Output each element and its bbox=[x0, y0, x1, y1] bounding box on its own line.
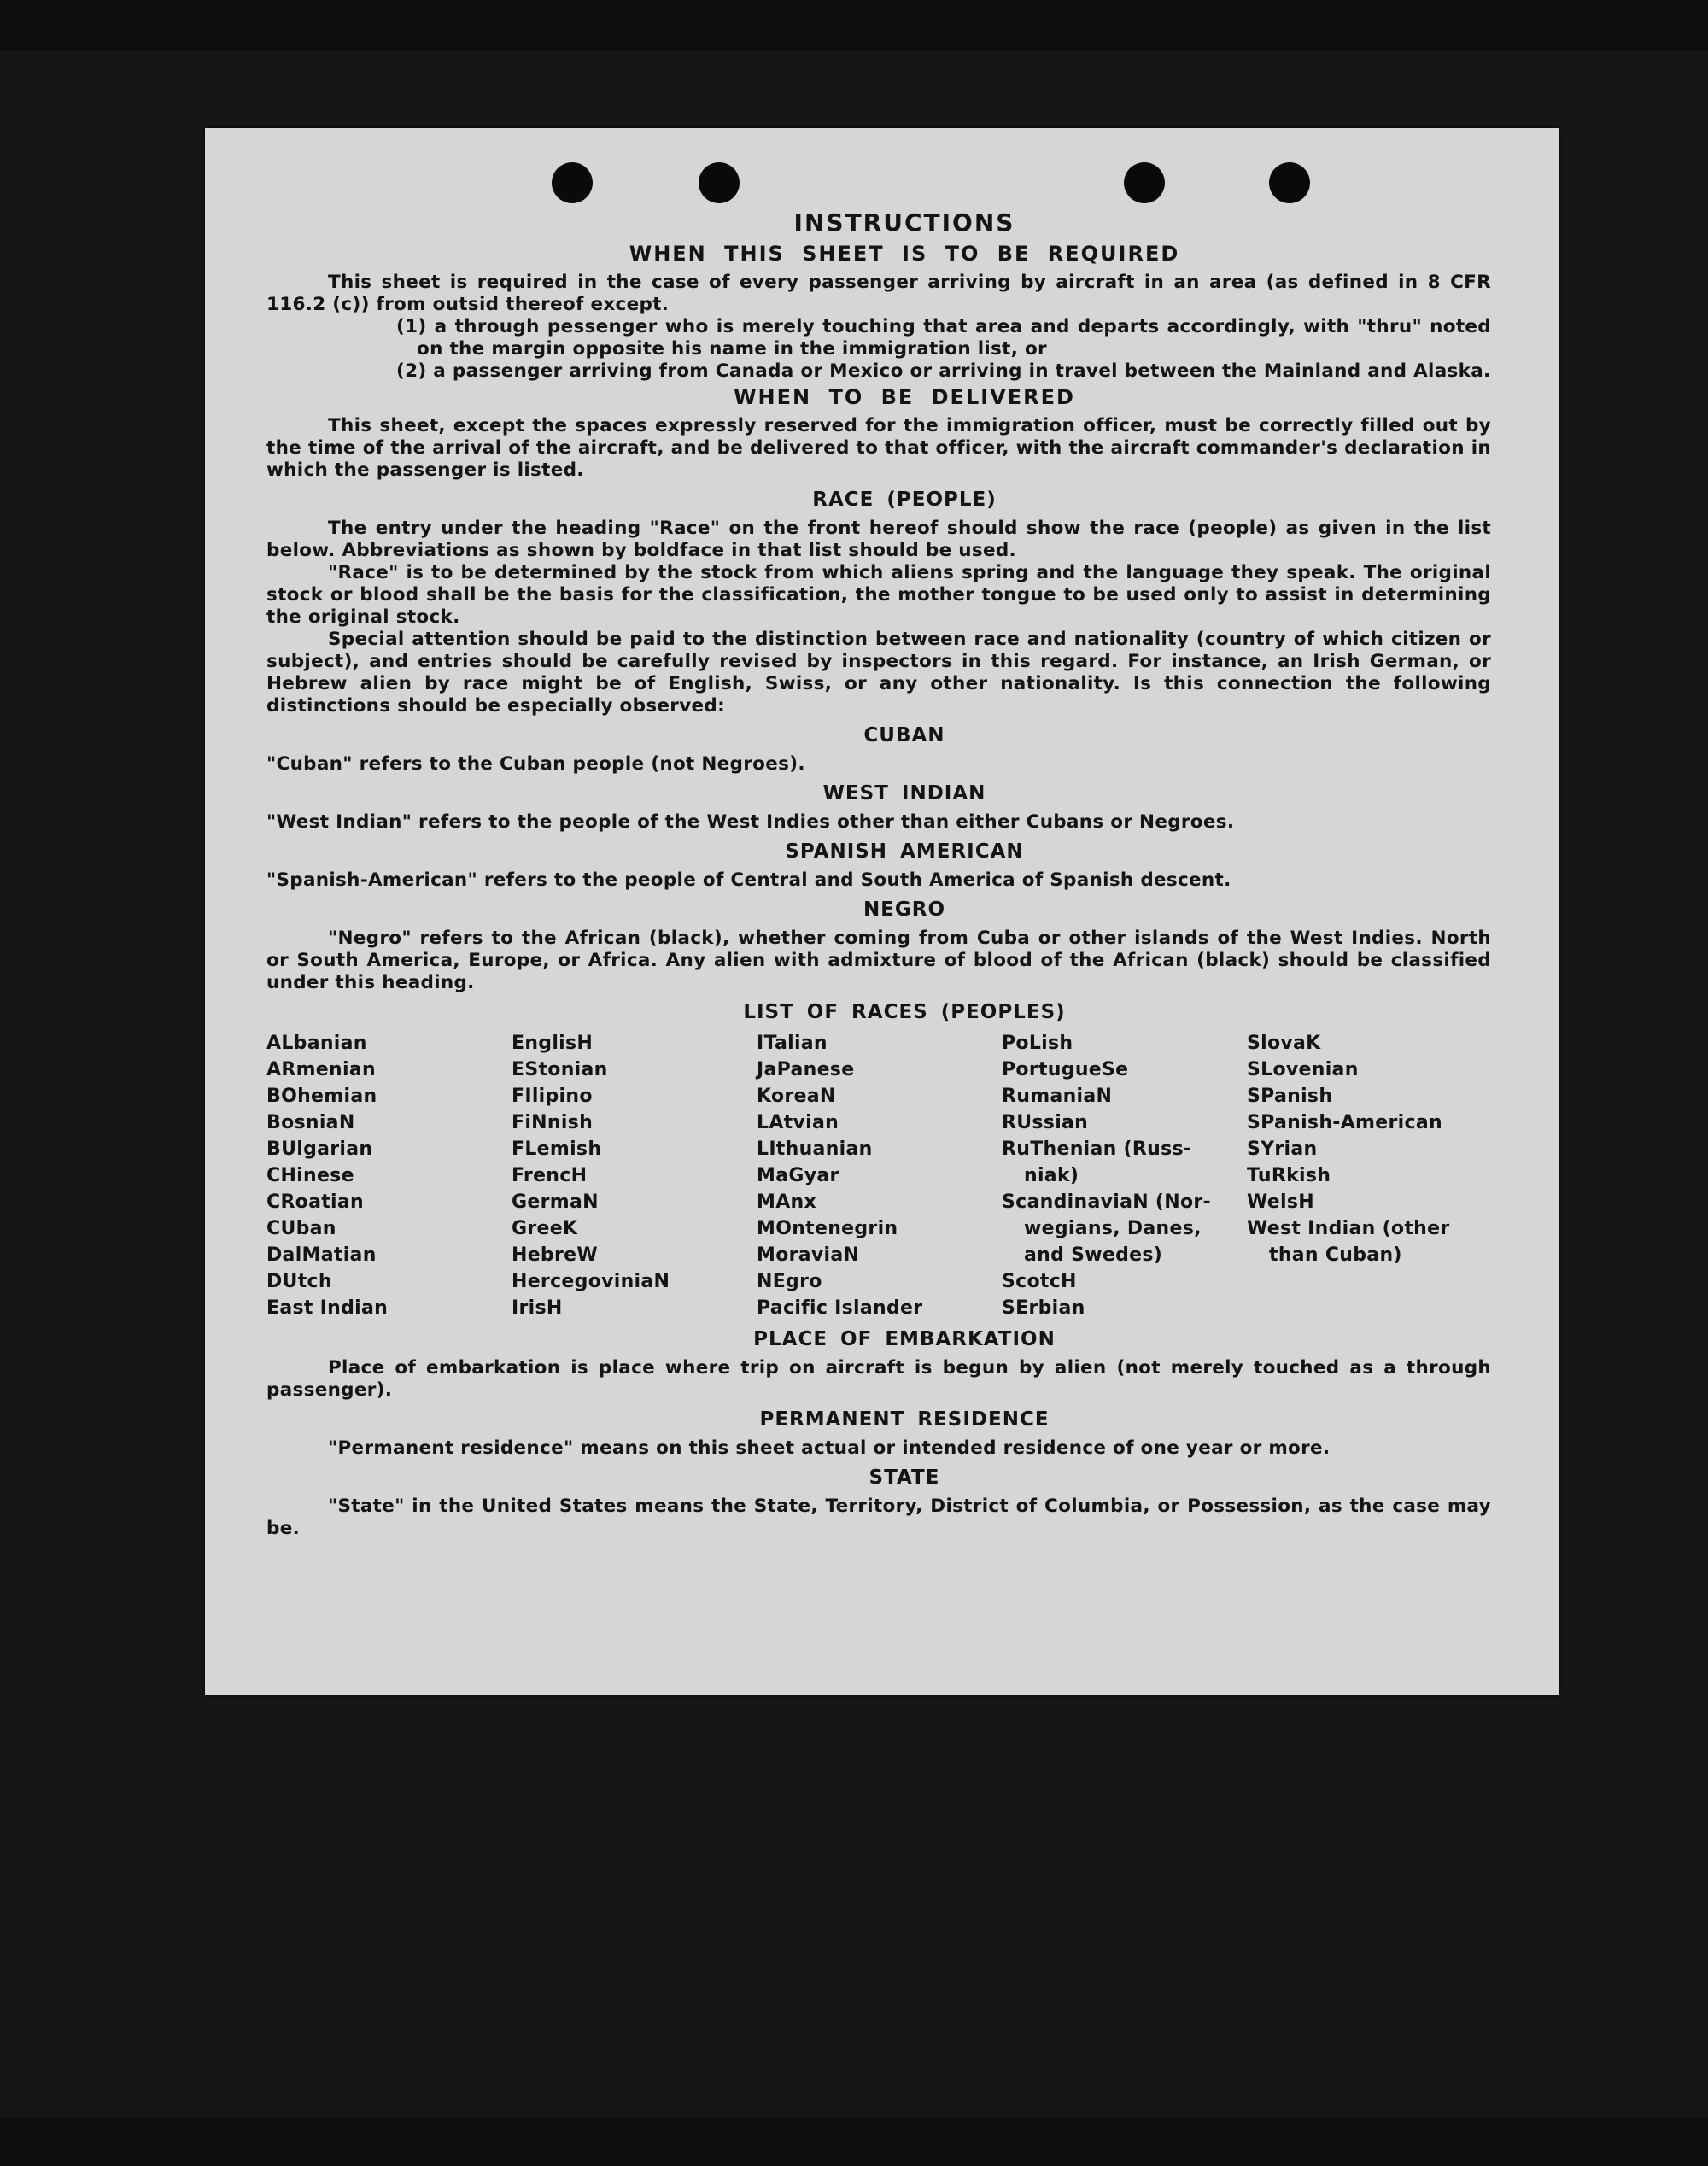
race-item: ScotcH bbox=[1002, 1271, 1077, 1292]
required-intro: This sheet is required in the case of every passenger arriving by aircraft in an area (as defined in 8 CFR 116.2 (c)) from outsid thereof except. bbox=[266, 272, 1491, 315]
race-item: SErbian bbox=[1002, 1297, 1085, 1319]
heading-list-of-races: LIST OF RACES (PEOPLES) bbox=[743, 1001, 1066, 1023]
race-column-5 bbox=[1247, 1030, 1491, 1321]
race-item: SLovenian bbox=[1247, 1059, 1359, 1080]
required-exception-2: (2) a passenger arriving from Canada or Mexico or arriving in travel between the Mainland and Alaska. bbox=[396, 360, 1491, 382]
punch-hole-2 bbox=[699, 162, 740, 203]
race-item: TuRkish bbox=[1247, 1165, 1331, 1186]
race-item: IrisH bbox=[512, 1297, 563, 1319]
race-item: PortugueSe bbox=[1002, 1059, 1129, 1080]
race-item: MAnx bbox=[757, 1191, 816, 1213]
race-paragraph-2: "Race" is to be determined by the stock from which aliens spring and the language they speak. The original stock or blood shall be the basis for the classification, the mother tongue to be used only to assist in determining the original stock. bbox=[266, 562, 1491, 628]
race-item: FrencH bbox=[512, 1165, 588, 1186]
race-item: CUban bbox=[266, 1218, 336, 1239]
race-list bbox=[266, 1030, 1491, 1321]
race-item: WelsH bbox=[1247, 1191, 1314, 1213]
race-item: MOntenegrin bbox=[757, 1218, 898, 1239]
race-column-4 bbox=[1002, 1030, 1247, 1321]
heading-place-of-embarkation: PLACE OF EMBARKATION bbox=[753, 1328, 1056, 1350]
race-column-1 bbox=[266, 1030, 512, 1321]
race-item: DUtch bbox=[266, 1271, 332, 1292]
spanish-american-text: "Spanish-American" refers to the people of Central and South America of Spanish descent. bbox=[266, 869, 1231, 891]
race-item: SPanish-American bbox=[1247, 1112, 1442, 1133]
race-item: LIthuanian bbox=[757, 1139, 873, 1160]
race-item: niak) bbox=[1024, 1165, 1079, 1186]
race-item: ITalian bbox=[757, 1033, 828, 1054]
race-item: FiNnish bbox=[512, 1112, 594, 1133]
race-item: RUssian bbox=[1002, 1112, 1089, 1133]
heading-negro: NEGRO bbox=[863, 899, 946, 921]
race-item: West Indian (other bbox=[1247, 1218, 1450, 1239]
heading-when-delivered: WHEN TO BE DELIVERED bbox=[734, 385, 1075, 409]
race-item: SPanish bbox=[1247, 1086, 1333, 1107]
race-item: EStonian bbox=[512, 1059, 608, 1080]
race-item: MoraviaN bbox=[757, 1244, 860, 1266]
race-paragraph-3: Special attention should be paid to the distinction between race and nationality (country of which citizen or subject), and entries should be carefully revised by inspectors in this regard. For instance, an Irish German, or Hebrew alien by race might be of English, Swiss, or any other nationality. Is this connection the following distinctions should be especially observed: bbox=[266, 629, 1491, 717]
instructions-content bbox=[266, 208, 1491, 1540]
cuban-text: "Cuban" refers to the Cuban people (not Negroes). bbox=[266, 753, 805, 775]
race-item: GreeK bbox=[512, 1218, 578, 1239]
race-item: LAtvian bbox=[757, 1112, 839, 1133]
race-item: SlovaK bbox=[1247, 1033, 1321, 1054]
race-item: CHinese bbox=[266, 1165, 354, 1186]
embarkation-text: Place of embarkation is place where trip on aircraft is begun by alien (not merely touched as a through passenger). bbox=[266, 1357, 1491, 1401]
race-item: FIlipino bbox=[512, 1086, 593, 1107]
heading-state: STATE bbox=[869, 1466, 940, 1489]
heading-permanent-residence: PERMANENT RESIDENCE bbox=[759, 1408, 1050, 1431]
race-item: NEgro bbox=[757, 1271, 822, 1292]
punch-hole-1 bbox=[552, 162, 593, 203]
west-indian-text: "West Indian" refers to the people of the West Indies other than either Cubans or Negroes. bbox=[266, 811, 1235, 833]
race-item: EnglisH bbox=[512, 1033, 594, 1054]
residence-text: "Permanent residence" means on this sheet actual or intended residence of one year or more. bbox=[328, 1437, 1331, 1459]
race-item: BUlgarian bbox=[266, 1139, 373, 1160]
race-item: ARmenian bbox=[266, 1059, 376, 1080]
race-column-2 bbox=[512, 1030, 757, 1321]
race-item: wegians, Danes, bbox=[1024, 1218, 1202, 1239]
race-item: KoreaN bbox=[757, 1086, 836, 1107]
race-item: HebreW bbox=[512, 1244, 598, 1266]
race-item: CRoatian bbox=[266, 1191, 365, 1213]
race-item: East Indian bbox=[266, 1297, 389, 1319]
scan-border-top bbox=[0, 0, 1708, 51]
heading-cuban: CUBAN bbox=[863, 724, 945, 746]
negro-text: "Negro" refers to the African (black), whether coming from Cuba or other islands of the West Indies. North or South America, Europe, or Africa. Any alien with admixture of blood of the African (black) should be classified under this heading. bbox=[266, 928, 1491, 993]
race-item: RuThenian (Russ- bbox=[1002, 1139, 1192, 1160]
state-text: "State" in the United States means the State, Territory, District of Columbia, or Possession, as the case may be. bbox=[266, 1496, 1491, 1539]
race-item: Pacific Islander bbox=[757, 1297, 923, 1319]
race-item: JaPanese bbox=[757, 1059, 855, 1080]
page-title: INSTRUCTIONS bbox=[793, 208, 1015, 237]
race-item: RumaniaN bbox=[1002, 1086, 1113, 1107]
punch-hole-4 bbox=[1269, 162, 1310, 203]
scan-border-bottom bbox=[0, 2118, 1708, 2166]
punch-hole-3 bbox=[1124, 162, 1165, 203]
race-paragraph-1: The entry under the heading "Race" on the front hereof should show the race (people) as given in the list below. Abbreviations as shown by boldface in that list should be used. bbox=[266, 518, 1491, 561]
required-exception-1: (1) a through pessenger who is merely touching that area and departs accordingly, with "thru" noted on the margin opposite his name in the immigration list, or bbox=[396, 316, 1491, 360]
heading-when-required: WHEN THIS SHEET IS TO BE REQUIRED bbox=[629, 242, 1180, 266]
delivered-text: This sheet, except the spaces expressly reserved for the immigration officer, must be correctly filled out by the time of the arrival of the aircraft, and be delivered to that officer, with the aircraft commander's declaration in which the passenger is listed. bbox=[266, 415, 1491, 481]
race-column-3 bbox=[757, 1030, 1002, 1321]
race-item: ScandinaviaN (Nor- bbox=[1002, 1191, 1211, 1213]
heading-west-indian: WEST INDIAN bbox=[822, 782, 986, 805]
race-item: FLemish bbox=[512, 1139, 602, 1160]
heading-spanish-american: SPANISH AMERICAN bbox=[785, 840, 1024, 863]
heading-race: RACE (PEOPLE) bbox=[812, 489, 997, 511]
race-item: DalMatian bbox=[266, 1244, 377, 1266]
race-item: MaGyar bbox=[757, 1165, 839, 1186]
race-item: than Cuban) bbox=[1269, 1244, 1402, 1266]
race-item: GermaN bbox=[512, 1191, 599, 1213]
race-item: BOhemian bbox=[266, 1086, 377, 1107]
race-item: HercegoviniaN bbox=[512, 1271, 670, 1292]
race-item: SYrian bbox=[1247, 1139, 1318, 1160]
race-item: PoLish bbox=[1002, 1033, 1073, 1054]
race-item: BosniaN bbox=[266, 1112, 355, 1133]
race-item: and Swedes) bbox=[1024, 1244, 1163, 1266]
race-item: ALbanian bbox=[266, 1033, 367, 1054]
